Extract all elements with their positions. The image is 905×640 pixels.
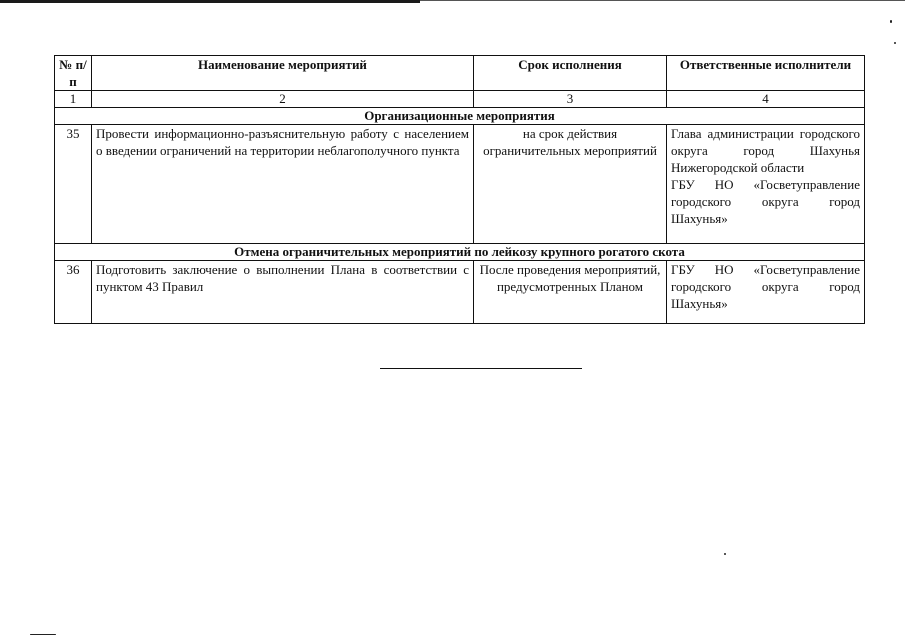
row-number: 35 — [55, 125, 92, 244]
table-row — [55, 261, 865, 324]
scan-speck — [890, 20, 892, 23]
table-row — [55, 125, 865, 244]
row-responsible — [667, 125, 865, 244]
scan-speck — [30, 634, 56, 635]
scan-speck — [724, 553, 726, 555]
row-activity: Провести информационно-разъяснительную работу с населением о введении ограничений на территории неблагополучного пункта — [92, 125, 474, 244]
column-number: 2 — [92, 91, 474, 108]
closing-rule — [380, 368, 582, 369]
header-name: Наименование мероприятий — [92, 56, 474, 91]
plan-table — [54, 55, 865, 324]
scan-edge — [0, 0, 420, 3]
section-row — [55, 108, 865, 125]
row-responsible: ГБУ НО «Госветуправление городского округа город Шахунья» — [667, 261, 865, 324]
row-term: После проведения мероприятий, предусмотренных Планом — [474, 261, 667, 324]
responsible-line: ГБУ НО «Госветуправление городского округа город Шахунья» — [671, 177, 860, 226]
column-number: 1 — [55, 91, 92, 108]
scan-speck — [894, 42, 896, 44]
responsible-line: Глава администрации городского округа город Шахунья Нижегородской области — [671, 126, 860, 175]
row-number: 36 — [55, 261, 92, 324]
column-number: 3 — [474, 91, 667, 108]
row-term: на срок действия ограничительных мероприятий — [474, 125, 667, 244]
section-title: Отмена ограничительных мероприятий по лейкозу крупного рогатого скота — [55, 244, 865, 261]
column-number-row — [55, 91, 865, 108]
scan-edge — [420, 0, 905, 1]
header-term: Срок исполнения — [474, 56, 667, 91]
header-num: № п/п — [55, 56, 92, 91]
header-responsible: Ответственные исполнители — [667, 56, 865, 91]
section-row — [55, 244, 865, 261]
header-row — [55, 56, 865, 91]
row-activity: Подготовить заключение о выполнении Плана в соответствии с пунктом 43 Правил — [92, 261, 474, 324]
section-title: Организационные мероприятия — [55, 108, 865, 125]
column-number: 4 — [667, 91, 865, 108]
